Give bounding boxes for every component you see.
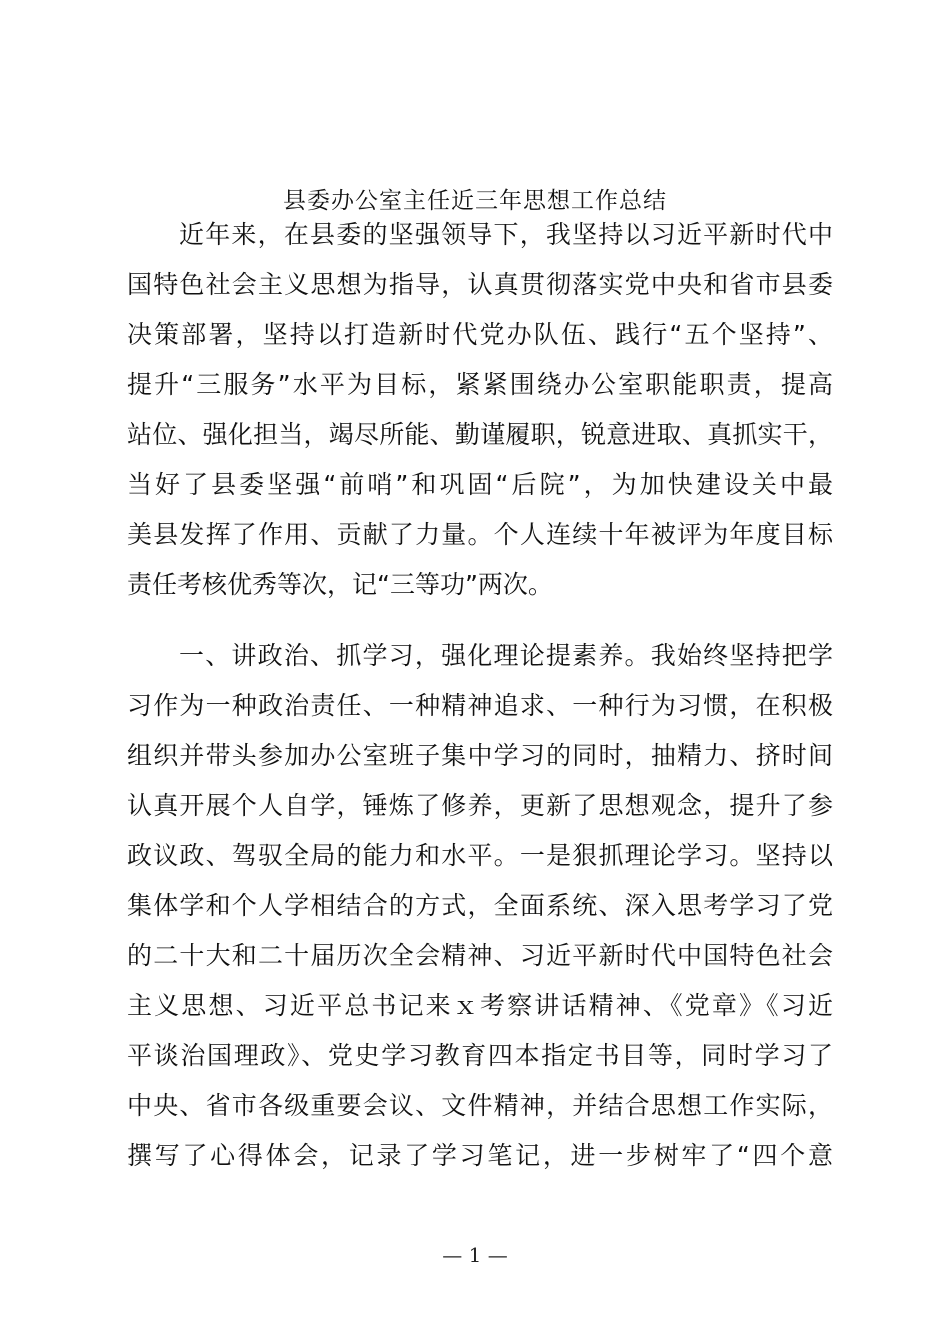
text-line: 政议政、驾驭全局的能力和水平。一是狠抓理论学习。坚持以 [127,841,833,870]
text-line: 当好了县委坚强“前哨”和巩固“后院”，为加快建设关中最 [127,470,833,499]
text-line: 决策部署，坚持以打造新时代党办队伍、践行“五个坚持”、 [127,320,833,349]
text-line: 认真开展个人自学，锤炼了修养，更新了思想观念，提升了参 [127,791,833,820]
page-number: — 1 — [442,1243,508,1267]
text-line: 集体学和个人学相结合的方式，全面系统、深入思考学习了党 [127,891,833,920]
text-line: 组织并带头参加办公室班子集中学习的同时，抽精力、挤时间 [127,741,833,770]
text-line: 习作为一种政治责任、一种精神追求、一种行为习惯，在积极 [127,691,833,720]
paragraph-section-one [127,631,833,1181]
text-line: 近年来，在县委的坚强领导下，我坚持以习近平新时代中 [179,220,833,249]
paragraph-intro [127,210,833,610]
text-line: 中央、省市各级重要会议、文件精神，并结合思想工作实际， [127,1091,833,1120]
text-line: 提升“三服务”水平为目标，紧紧围绕办公室职能职责，提高 [127,370,833,399]
text-line: 的二十大和二十届历次全会精神、习近平新时代中国特色社会 [127,941,833,970]
text-line: 平谈治国理政》、党史学习教育四本指定书目等，同时学习了 [127,1041,833,1070]
text-line: 一、讲政治、抓学习，强化理论提素养。我始终坚持把学 [179,641,833,670]
document-title: 县委办公室主任近三年思想工作总结 [283,188,667,214]
text-line: 主义思想、习近平总书记来ｘ考察讲话精神、《党章》《习近 [127,991,833,1020]
text-line: 撰写了心得体会，记录了学习笔记，进一步树牢了“四个意 [127,1141,833,1170]
text-line: 国特色社会主义思想为指导，认真贯彻落实党中央和省市县委 [127,270,833,299]
text-line: 责任考核优秀等次，记“三等功”两次。 [127,570,553,599]
text-line: 站位、强化担当，竭尽所能、勤谨履职，锐意进取、真抓实干， [127,420,833,449]
text-line: 美县发挥了作用、贡献了力量。个人连续十年被评为年度目标 [127,520,833,549]
